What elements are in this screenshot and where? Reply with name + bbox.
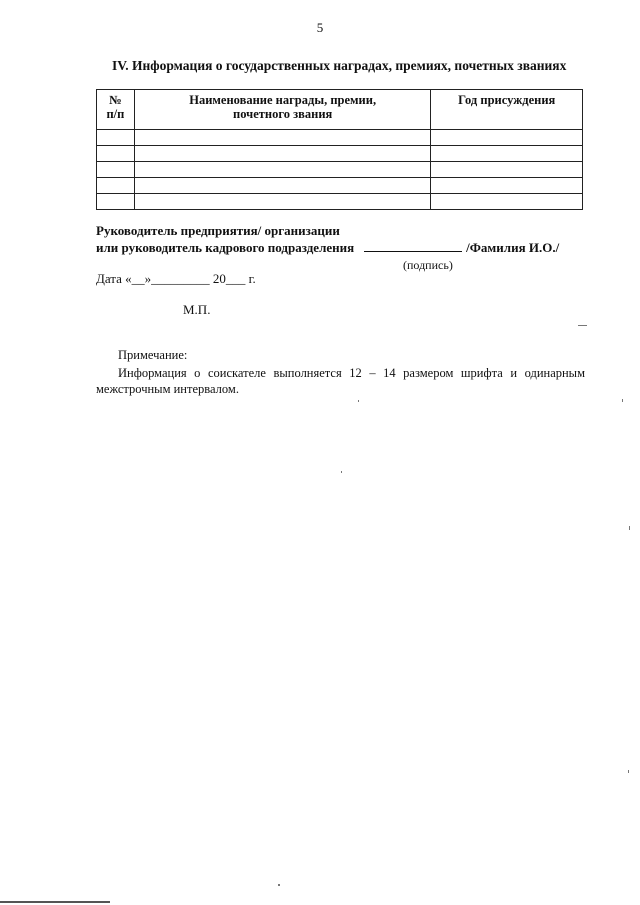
date-line: Дата «__»_________ 20___ г. xyxy=(96,271,256,286)
table-cell-num xyxy=(97,146,135,162)
scan-speck xyxy=(0,901,110,903)
table-row xyxy=(97,130,583,146)
header-name xyxy=(134,90,431,130)
table-row xyxy=(97,162,583,178)
awards-table xyxy=(96,89,583,210)
table-cell-year xyxy=(431,146,583,162)
table-cell-num xyxy=(97,178,135,194)
table-row xyxy=(97,146,583,162)
table-cell-name xyxy=(134,162,431,178)
signature-name-label: /Фамилия И.О./ xyxy=(466,240,560,255)
header-name-line1: Наименование награды, премии, xyxy=(189,93,377,107)
table-cell-num xyxy=(97,162,135,178)
header-num-line2: п/п xyxy=(106,107,125,121)
note-label: Примечание: xyxy=(118,348,188,362)
signature-role-line1: Руководитель предприятия/ организации xyxy=(96,223,340,238)
signature-blank-line xyxy=(364,239,462,252)
signature-role-line2-row xyxy=(96,239,559,256)
table-row xyxy=(97,194,583,210)
scan-speck xyxy=(622,399,623,402)
scan-speck xyxy=(278,884,280,886)
note-text: Информация о соискателе выполняется 12 – 14 размером шрифта и одинарным межстрочным интервалом. xyxy=(96,366,585,396)
stamp-label: М.П. xyxy=(183,302,211,317)
scan-speck xyxy=(628,770,629,773)
header-name-line2: почетного звания xyxy=(233,107,333,121)
scan-speck xyxy=(629,526,630,530)
table-cell-year xyxy=(431,162,583,178)
table-cell-year xyxy=(431,130,583,146)
header-num xyxy=(97,90,135,130)
scan-speck xyxy=(341,471,342,473)
scan-speck xyxy=(578,325,587,326)
table-header-row xyxy=(97,90,583,130)
table-cell-year xyxy=(431,178,583,194)
header-year: Год присуждения xyxy=(431,90,583,130)
header-num-line1: № xyxy=(109,93,122,107)
table-cell-num xyxy=(97,194,135,210)
section-title: IV. Информация о государственных наградах, премиях, почетных званиях xyxy=(112,58,567,73)
page-number: 5 xyxy=(316,20,324,35)
table-cell-name xyxy=(134,178,431,194)
table-cell-name xyxy=(134,146,431,162)
scan-speck xyxy=(358,400,359,402)
signature-block xyxy=(96,223,559,256)
signature-caption: (подпись) xyxy=(403,258,453,272)
table-cell-num xyxy=(97,130,135,146)
table-cell-name xyxy=(134,130,431,146)
table-cell-year xyxy=(431,194,583,210)
table-row xyxy=(97,178,583,194)
table-cell-name xyxy=(134,194,431,210)
signature-role-line2: или руководитель кадрового подразделения xyxy=(96,240,355,255)
